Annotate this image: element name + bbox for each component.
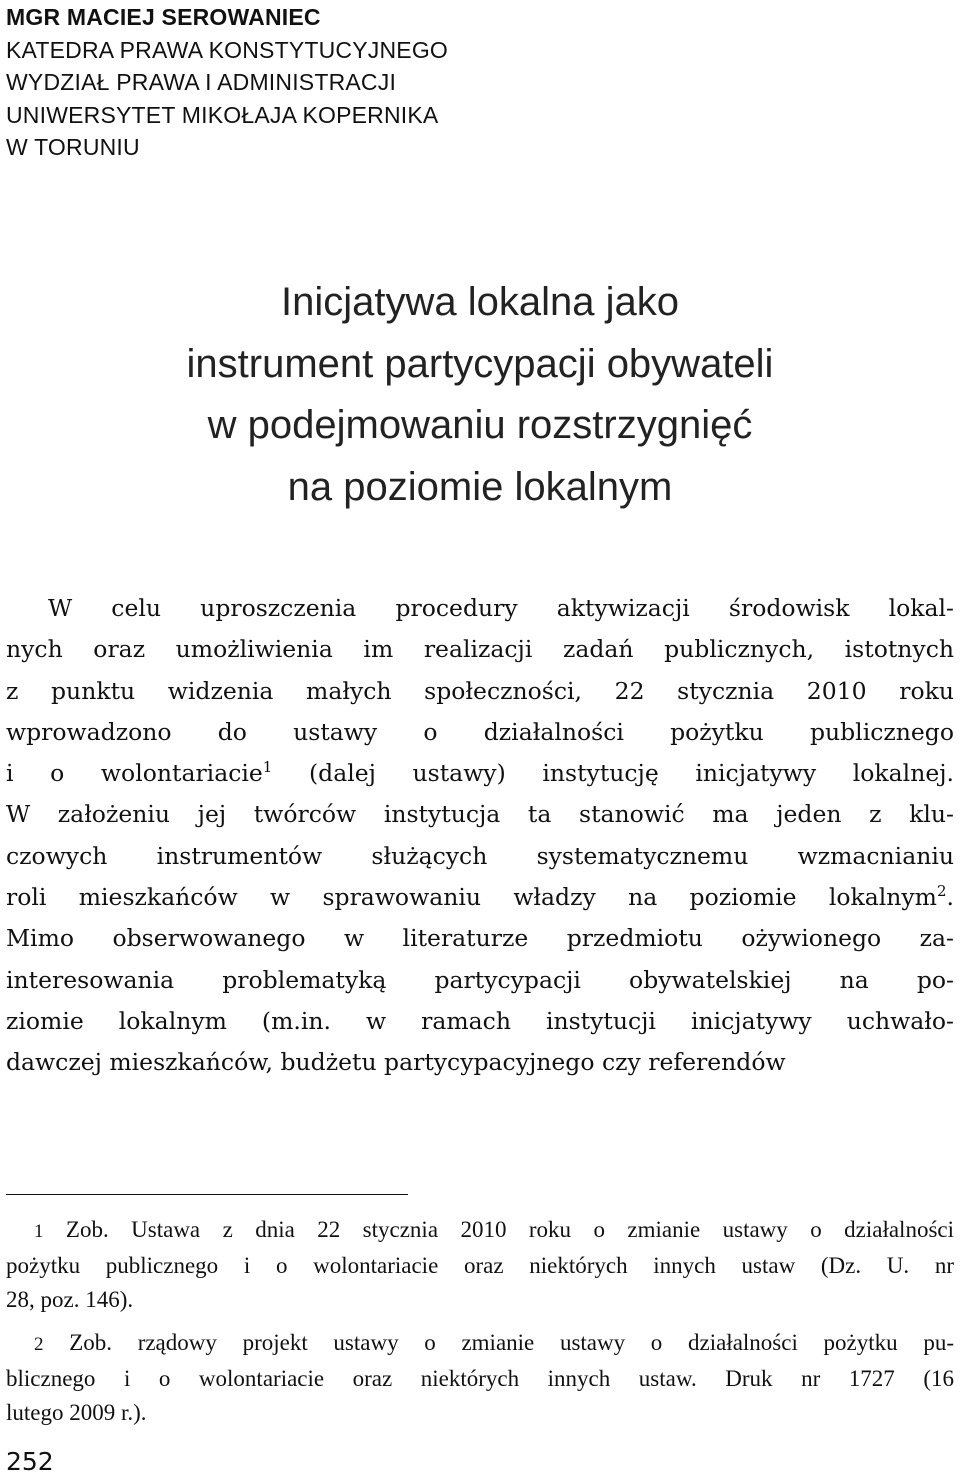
affiliation-line: KATEDRA PRAWA KONSTYTUCYJNEGO <box>6 36 449 63</box>
title-line: instrument partycypacji obywateli <box>186 341 774 386</box>
body-line-text: (dalej ustawy) instytucję inicjatywy lokalnej. <box>272 759 954 788</box>
body-line: W celu uproszczenia procedury aktywizacji środowisk lokal- <box>48 594 954 622</box>
footnote-ref[interactable]: 2 <box>936 882 947 901</box>
body-line: dawczej mieszkańców, budżetu partycypacyjnego czy referendów <box>6 1048 786 1077</box>
article-title <box>0 272 960 518</box>
body-line-text: . <box>946 883 954 912</box>
body-line <box>6 877 954 918</box>
body-line-text: i o wolontariacie <box>6 759 263 788</box>
title-line: Inicjatywa lokalna jako <box>281 280 679 324</box>
footnote <box>6 1213 954 1317</box>
footnote-line: 28, poz. 146). <box>6 1287 134 1312</box>
affiliation-line: UNIWERSYTET MIKOŁAJA KOPERNIKA <box>6 101 439 128</box>
footnote-separator <box>6 1194 408 1195</box>
footnote-line: blicznego i o wolontariacie oraz niektórych innych ustaw. Druk nr 1727 (16 <box>6 1366 954 1391</box>
footnote-line <box>6 1213 954 1249</box>
body-line: W założeniu jej twórców instytucja ta stanowić ma jeden z klu- <box>6 800 954 829</box>
footnote-number: 2 <box>34 1334 44 1355</box>
affiliation-line: WYDZIAŁ PRAWA I ADMINISTRACJI <box>6 69 397 95</box>
body-line: z punktu widzenia małych społeczności, 22 stycznia 2010 roku <box>6 676 954 705</box>
author-block <box>6 1 448 164</box>
title-line: w podejmowaniu rozstrzygnięć <box>207 403 753 447</box>
footnote-line <box>6 1326 954 1362</box>
body-line: czowych instrumentów służących systematycznemu wzmacnianiu <box>6 841 954 870</box>
body-text <box>6 588 954 1084</box>
footnote-text: Zob. Ustawa z dnia 22 stycznia 2010 roku o zmianie ustawy o działalności <box>43 1217 954 1242</box>
affiliation-line: W TORUNIU <box>6 134 140 160</box>
title-line: na poziomie lokalnym <box>287 464 673 509</box>
body-line: nych oraz umożliwienia im realizacji zadań publicznych, istotnych <box>6 635 954 664</box>
footnotes <box>6 1213 954 1430</box>
body-line <box>6 753 954 794</box>
page-number: 252 <box>6 1447 54 1476</box>
body-line: Mimo obserwowanego w literaturze przedmiotu ożywionego za- <box>6 924 954 953</box>
footnote-ref[interactable]: 1 <box>262 758 273 777</box>
body-line: wprowadzono do ustawy o działalności pożytku publicznego <box>6 717 954 746</box>
body-line-text: roli mieszkańców w sprawowaniu władzy na poziomie lokalnym <box>6 883 937 912</box>
body-line: interesowania problematyką partycypacji obywatelskiej na po- <box>6 965 954 994</box>
footnote-number: 1 <box>34 1221 44 1242</box>
footnote-line: pożytku publicznego i o wolontariacie oraz niektórych innych ustaw (Dz. U. nr <box>6 1253 954 1278</box>
footnote <box>6 1326 954 1430</box>
body-line: ziomie lokalnym (m.in. w ramach instytucji inicjatywy uchwało- <box>6 1006 954 1035</box>
footnote-text: Zob. rządowy projekt ustawy o zmianie ustawy o działalności pożytku pu- <box>43 1330 954 1355</box>
author-name: MGR MACIEJ SEROWANIEC <box>6 4 321 30</box>
footnote-line: lutego 2009 r.). <box>6 1400 147 1425</box>
